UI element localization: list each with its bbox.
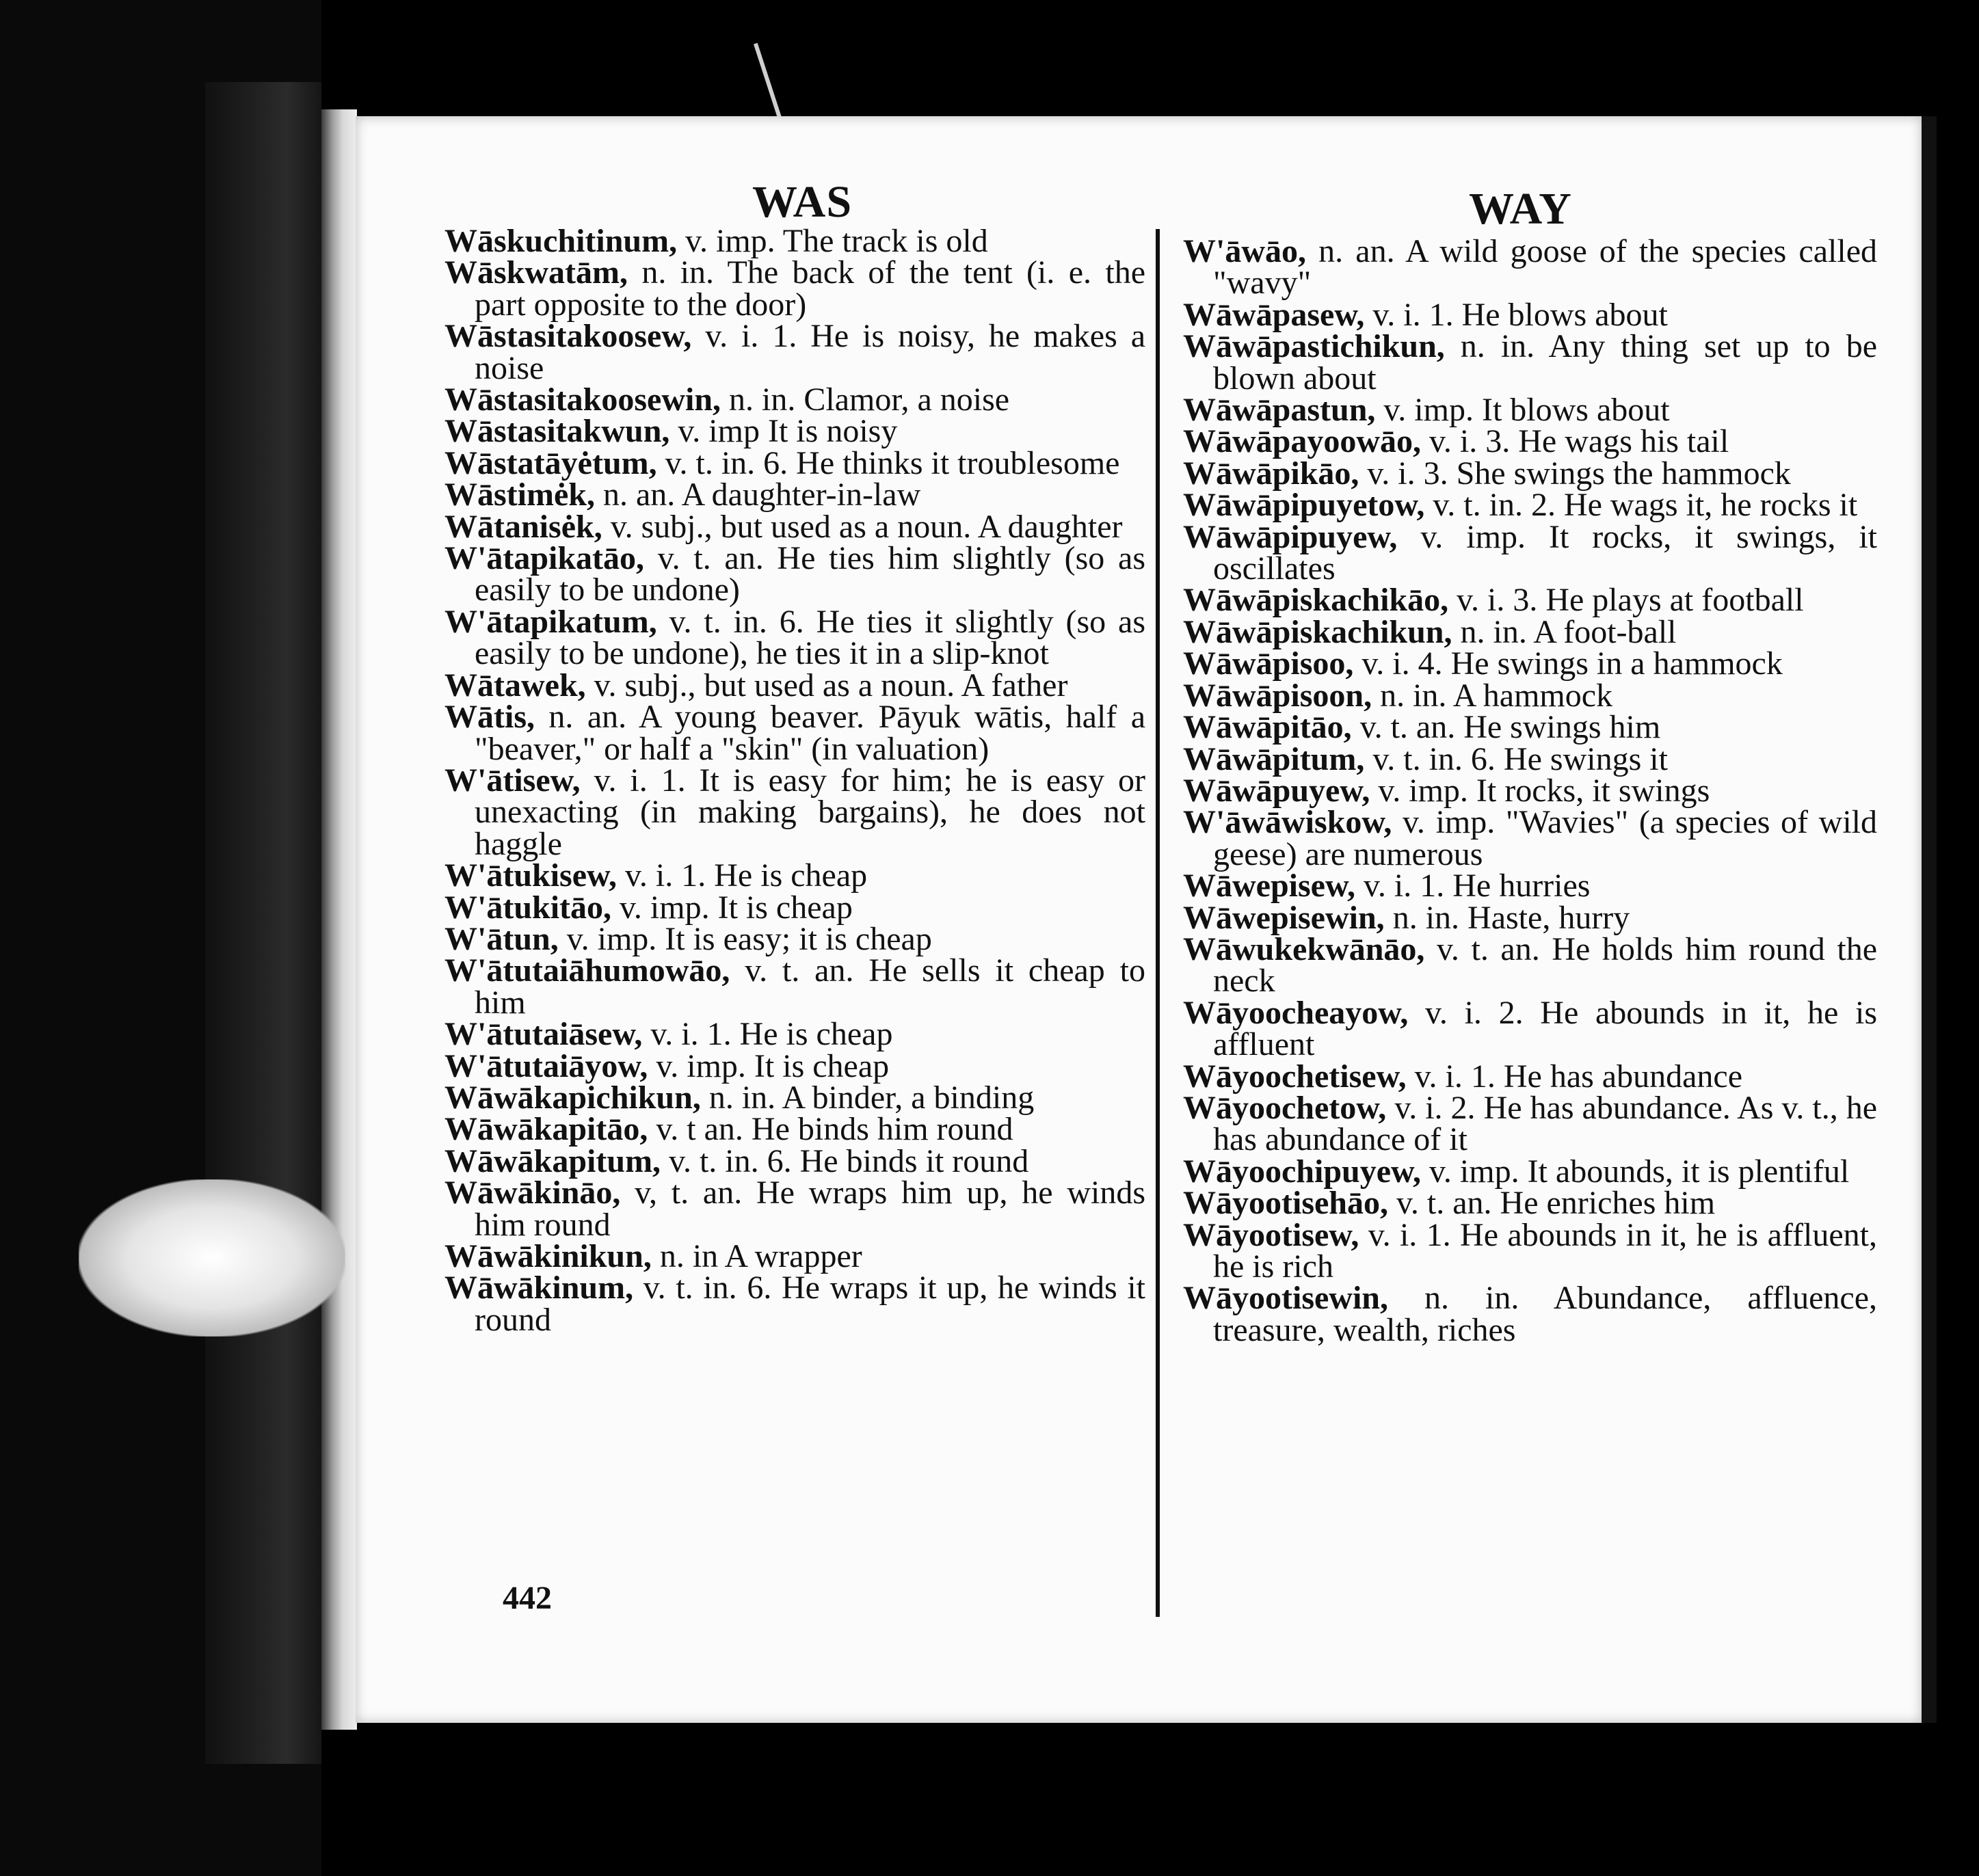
entry-definition: v. imp. It is cheap	[611, 889, 853, 926]
dictionary-entry	[1183, 709, 1877, 746]
entry-definition: v. imp. It is easy; it is cheap	[558, 920, 932, 957]
entry-definition: v. i. 1. He is cheap	[642, 1016, 893, 1053]
dictionary-entry	[444, 762, 1145, 862]
dictionary-entry	[444, 920, 1145, 957]
dictionary-entry	[1183, 296, 1877, 333]
entry-headword: Wāstasitakoosewin,	[444, 381, 721, 418]
dictionary-entry	[444, 857, 1145, 894]
entry-headword: Wāyootisew,	[1183, 1216, 1359, 1253]
dictionary-entry	[1183, 455, 1877, 492]
entry-headword: Wāyoocheayow,	[1183, 994, 1409, 1031]
entry-definition: v. imp. It is cheap	[648, 1047, 890, 1084]
entry-headword: W'ātukisew,	[444, 857, 617, 894]
entry-definition: v. i. 3. He wags his tail	[1421, 423, 1729, 460]
entry-headword: W'āwāwiskow,	[1183, 804, 1392, 841]
entry-headword: Wāyoochipuyew,	[1183, 1153, 1422, 1190]
page-number: 442	[503, 1580, 552, 1616]
entry-definition: v. imp. It blows about	[1375, 392, 1670, 429]
dictionary-entry	[1183, 870, 1877, 902]
entry-definition: v. t. an. He sells it cheap to him	[475, 952, 1145, 1021]
facing-page-edge	[1922, 116, 1979, 1723]
entry-definition: n. in. A foot-ball	[1452, 613, 1677, 650]
entry-definition: v. t. in. 6. He ties it slightly (so as easily to be undone), he ties it in a slip-knot	[475, 603, 1145, 672]
dictionary-entry	[1183, 328, 1877, 397]
entry-definition: v. t. in. 6. He thinks it troublesome	[656, 444, 1120, 481]
entry-headword: Wāstatāyėtum,	[444, 444, 657, 481]
entry-headword: Wāwākapichikun,	[444, 1079, 701, 1116]
dictionary-entry	[1183, 899, 1877, 936]
entry-definition: v. i. 1. He hurries	[1355, 868, 1591, 904]
dictionary-entry	[444, 1142, 1145, 1179]
entry-definition: v. i. 3. She swings the hammock	[1359, 455, 1791, 492]
right-column-entries	[1183, 233, 1877, 1348]
page-gutter-edge	[321, 109, 357, 1730]
left-column-entries	[444, 223, 1145, 1338]
entry-headword: Wāskuchitinum,	[444, 223, 678, 259]
entry-headword: Wāwāpipuyetow,	[1183, 487, 1425, 524]
dictionary-entry	[444, 1016, 1145, 1053]
entry-definition: v. i. 1. He blows about	[1364, 296, 1668, 333]
entry-headword: W'ātukitāo,	[444, 889, 612, 926]
entry-definition: v. t. an. He ties him slightly (so as easily to be undone)	[475, 540, 1145, 608]
dictionary-entry	[1183, 582, 1877, 619]
entry-definition: n. in. A binder, a binding	[700, 1079, 1035, 1116]
entry-headword: Wāwākinum,	[444, 1270, 634, 1306]
entry-headword: Wāwāpasew,	[1183, 296, 1365, 333]
entry-definition: v. i. 1. He is noisy, he makes a noise	[475, 318, 1145, 386]
entry-definition: n. in. Abundance, affluence, treasure, wealth, riches	[1213, 1280, 1877, 1348]
book-binding	[205, 82, 321, 1764]
entry-headword: Wāwākapitum,	[444, 1142, 661, 1179]
entry-definition: v. imp. It abounds, it is plentiful	[1421, 1153, 1850, 1190]
dictionary-entry	[444, 603, 1145, 672]
entry-headword: Wāstimėk,	[444, 477, 595, 513]
entry-headword: W'ātisew,	[444, 762, 581, 799]
dictionary-entry	[444, 413, 1145, 450]
entry-headword: W'ātutaiāyow,	[444, 1047, 648, 1084]
dictionary-entry	[444, 952, 1145, 1021]
entry-definition: v. i. 1. He abounds in it, he is affluent, he is rich	[1213, 1216, 1877, 1285]
left-page-header: WAS	[752, 177, 853, 227]
entry-headword: Wātanisėk,	[444, 508, 602, 545]
entry-headword: Wāstasitakoosew,	[444, 318, 692, 355]
dictionary-entry	[1183, 1058, 1877, 1095]
entry-definition: n. in. A hammock	[1372, 677, 1613, 714]
entry-headword: Wāwākināo,	[444, 1175, 621, 1211]
entry-definition: n. in A wrapper	[651, 1238, 862, 1274]
entry-definition: v, t. an. He wraps him up, he winds him round	[475, 1175, 1145, 1243]
dictionary-entry	[1183, 994, 1877, 1063]
dictionary-entry	[1183, 804, 1877, 872]
entry-definition: v. imp. It rocks, it swings	[1370, 772, 1710, 809]
entry-definition: v. t. in. 6. He wraps it up, he winds it round	[475, 1270, 1145, 1338]
dictionary-entry	[444, 701, 1145, 765]
entry-headword: Wāyoochetow,	[1183, 1089, 1387, 1126]
right-page-header: WAY	[1469, 184, 1572, 234]
entry-definition: v. i. 1. It is easy for him; he is easy or unexacting (in making bargains), he does not haggle	[475, 762, 1145, 862]
dictionary-entry	[444, 1272, 1145, 1336]
dictionary-entry	[1183, 487, 1877, 524]
dictionary-entry	[444, 223, 1145, 259]
entry-headword: Wāstasitakwun,	[444, 413, 670, 450]
entry-definition: v. i. 4. He swings in a hammock	[1353, 645, 1783, 682]
entry-definition: n. an. A wild goose of the species called "wavy"	[1213, 233, 1877, 302]
entry-headword: Wāwepisewin,	[1183, 899, 1385, 936]
torn-paper-fragment	[79, 1179, 345, 1337]
dictionary-entry	[444, 1047, 1145, 1084]
entry-definition: v. i. 2. He has abundance. As v. t., he has abundance of it	[1213, 1089, 1877, 1158]
entry-headword: Wāwāpiskachikun,	[1183, 613, 1452, 650]
entry-headword: Wātis,	[444, 699, 535, 736]
entry-definition: n. in. Any thing set up to be blown about	[1213, 328, 1877, 397]
dictionary-entry	[444, 479, 1145, 511]
entry-headword: Wāwāpisoo,	[1183, 645, 1354, 682]
entry-definition: v. t an. He binds him round	[648, 1111, 1013, 1148]
entry-headword: Wātawek,	[444, 667, 586, 704]
entry-definition: v. imp It is noisy	[669, 413, 898, 450]
dictionary-entry	[1183, 392, 1877, 429]
dictionary-entry	[444, 667, 1145, 704]
entry-definition: v. i. 1. He has abundance	[1406, 1058, 1743, 1095]
entry-headword: Wāwāpitum,	[1183, 740, 1365, 777]
entry-headword: Wāwāpastichikun,	[1183, 328, 1445, 365]
entry-definition: v. subj., but used as a noun. A daughter	[602, 508, 1123, 545]
entry-definition: v. t. an. He enriches him	[1388, 1185, 1716, 1222]
entry-headword: Wāwāpastun,	[1183, 392, 1376, 429]
entry-headword: Wāyoochetisew,	[1183, 1058, 1407, 1095]
entry-definition: v. t. in. 6. He swings it	[1364, 740, 1668, 777]
entry-definition: v. t. in. 2. He wags it, he rocks it	[1424, 487, 1858, 524]
dictionary-entry	[1183, 1280, 1877, 1348]
entry-headword: Wāwāpisoon,	[1183, 677, 1372, 714]
entry-definition: v. t. in. 6. He binds it round	[661, 1142, 1029, 1179]
dictionary-entry	[444, 889, 1145, 926]
dictionary-entry	[1183, 613, 1877, 650]
dictionary-entry	[444, 444, 1145, 481]
dictionary-entry	[1183, 1089, 1877, 1158]
entry-headword: Wāwāpikāo,	[1183, 455, 1359, 492]
dictionary-entry	[1183, 518, 1877, 587]
dictionary-entry	[444, 254, 1145, 323]
dictionary-entry	[1183, 645, 1877, 682]
column-divider	[1156, 229, 1160, 1617]
entry-headword: W'ātapikatum,	[444, 603, 657, 640]
entry-definition: v. subj., but used as a noun. A father	[585, 667, 1068, 704]
entry-definition: v. i. 3. He plays at football	[1448, 582, 1804, 619]
entry-definition: v. t. an. He holds him round the neck	[1213, 930, 1877, 1000]
dictionary-entry	[1183, 772, 1877, 809]
dictionary-entry	[444, 1238, 1145, 1274]
dictionary-entry	[444, 508, 1145, 545]
dictionary-entry	[1183, 1185, 1877, 1222]
dictionary-entry	[444, 318, 1145, 386]
dictionary-entry	[1183, 930, 1877, 1000]
dictionary-entry	[444, 1177, 1145, 1241]
dictionary-entry	[1183, 677, 1877, 714]
entry-headword: W'ātutaiāsew,	[444, 1016, 643, 1053]
entry-headword: Wāwāpiskachikāo,	[1183, 582, 1449, 619]
dictionary-entry	[444, 381, 1145, 418]
entry-definition: v. imp. The track is old	[677, 223, 988, 259]
entry-headword: Wāwākinikun,	[444, 1238, 652, 1274]
dictionary-entry	[444, 1111, 1145, 1148]
entry-headword: Wāwāpayoowāo,	[1183, 423, 1422, 460]
dictionary-entry	[444, 540, 1145, 608]
entry-headword: Wāwepisew,	[1183, 868, 1355, 904]
entry-definition: n. an. A daughter-in-law	[594, 477, 921, 513]
entry-definition: v. t. an. He swings him	[1351, 709, 1661, 746]
entry-headword: Wāwāpuyew,	[1183, 772, 1370, 809]
entry-definition: n. in. The back of the tent (i. e. the part opposite to the door)	[475, 254, 1145, 323]
entry-definition: v. imp. It rocks, it swings, it oscillates	[1213, 518, 1877, 587]
entry-headword: W'ātapikatāo,	[444, 540, 645, 577]
dictionary-entry	[1183, 1153, 1877, 1190]
entry-headword: W'ātutaiāhumowāo,	[444, 952, 730, 989]
entry-headword: Wāwākapitāo,	[444, 1111, 648, 1148]
entry-headword: Wāyootisewin,	[1183, 1280, 1388, 1317]
entry-definition: n. in. Clamor, a noise	[721, 381, 1010, 418]
entry-definition: v. imp. "Wavies" (a species of wild geese) are numerous	[1213, 804, 1877, 872]
entry-headword: Wāyootisehāo,	[1183, 1185, 1388, 1222]
entry-headword: W'āwāo,	[1183, 233, 1306, 269]
dictionary-entry	[444, 1079, 1145, 1116]
entry-definition: n. in. Haste, hurry	[1384, 899, 1630, 936]
entry-headword: W'ātun,	[444, 920, 559, 957]
entry-headword: Wāwāpipuyew,	[1183, 518, 1398, 555]
entry-definition: n. an. A young beaver. Pāyuk wātis, half a "beaver," or half a "skin" (in valuation)	[475, 699, 1145, 767]
dictionary-entry	[1183, 1216, 1877, 1285]
dictionary-entry	[1183, 233, 1877, 302]
dictionary-entry	[1183, 740, 1877, 777]
entry-headword: Wāwukekwānāo,	[1183, 930, 1425, 967]
dictionary-entry	[1183, 423, 1877, 460]
entry-definition: v. i. 1. He is cheap	[617, 857, 868, 894]
entry-definition: v. i. 2. He abounds in it, he is affluent	[1213, 994, 1877, 1063]
entry-headword: Wāwāpitāo,	[1183, 709, 1352, 746]
entry-headword: Wāskwatām,	[444, 254, 628, 291]
